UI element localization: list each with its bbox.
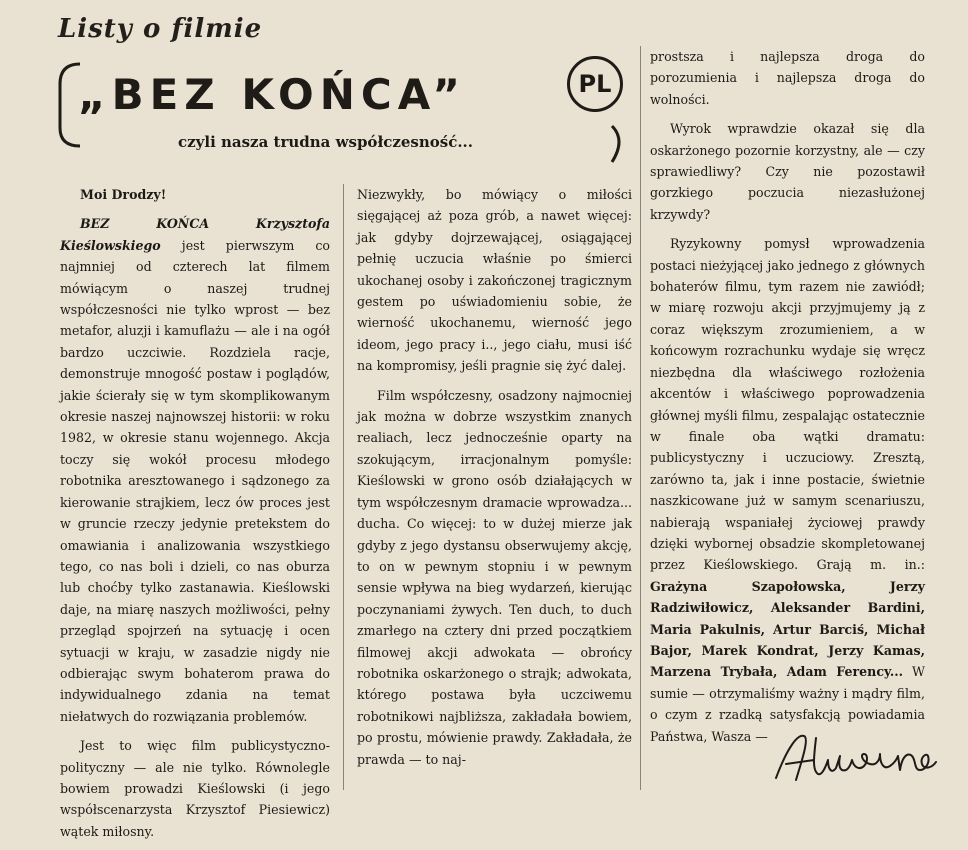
column-rule-1 bbox=[343, 184, 344, 790]
handwritten-signature bbox=[770, 726, 940, 786]
paragraph: Jest to więc film publicystyczno-polityczny — ale nie tylko. Równolegle bowiem prowadzi Kieślowski (i jego współscenarzysta Krzysztof Piesiewicz) wątek miłosny. bbox=[60, 738, 330, 839]
article-headline: „BEZ KOŃCA” bbox=[78, 70, 466, 119]
paragraph: prostsza i najlepsza droga do porozumienia i najlepsza droga do wolności. bbox=[650, 49, 925, 107]
article-subtitle: czyli nasza trudna współczesność... bbox=[178, 133, 474, 151]
paragraph-text: Ryzykowny pomysł wprowadzenia postaci nieżyjącej jako jednego z głównych bohaterów filmu, tym razem nie zawiódł; w miarę rozwoju akcji przyjmujemy ją z coraz większym zrozumieniem, a w końcowym rozrachunku wydaje się wręcz niezbędna dla właściwego rozłożenia akcentów i właściwego poprowadzenia głównej myśli filmu, zespalając ostatecznie w finale oba wątki dramatu: publicystyczny i uczuciowy. Zresztą, zarówno ta, jak i inne postacie, świetnie naszkicowane już w samym scenariuszu, nabierają wspaniałej życiowej prawdy dzięki wybornej obsadzie skompletowanej przez Kieślowskiego. Grają m. in.: bbox=[650, 236, 925, 573]
paragraph: Film współczesny, osadzony najmocniej jak można w dobrze wszystkim znanych realiach, lecz jednocześnie oparty na szokującym, irracjonalnym pomyśle: Kieślowski w grono osób działających w tym współczesnym dramacie wprowadza... ducha. Co więcej: to w dużej mierze jak gdyby z jego dystansu obserwujemy akcję, to on w pewnym stopniu i w pewnym sensie wpływa na bieg wydarzeń, kierując poczynaniami żywych. Ten duch, to duch zmarłego na cztery dni przed początkiem filmowej akcji adwokata — obrońcy robotnika oskarżonego o strajk; adwokata, którego postawa była uczciwemu robotnikowi najbliższa, zakładała bowiem, po prostu, mówienie prawdy. Zakładała, że prawda — to naj- bbox=[357, 387, 632, 767]
article-column-2 bbox=[357, 184, 632, 778]
article-column-1 bbox=[60, 184, 330, 850]
paragraph bbox=[60, 213, 330, 727]
section-kicker: Listy o filmie bbox=[58, 14, 263, 44]
article-column-3 bbox=[650, 46, 925, 755]
paragraph-text: jest pierwszym co najmniej od czterech lat filmem mówiącym o naszej trudnej współczesności nie tylko wprost — bez metafor, aluzji i kamuflażu — ale i na ogół bardzo uczciwie. Rozdziela racje, demonstruje mnogość postaw i poglądów, jakie ścierały się w tym skomplikowanym okresie naszej najnowszej historii: w roku 1982, w okresie stanu wojennego. Akcja toczy się wokół procesu młodego robotnika aresztowanego i sądzonego za kierowanie strajkiem, lecz ów proces jest w gruncie rzeczy jedynie pretekstem do omawiania i analizowania wszystkiego tego, co nas boli i dzieli, co nas oburza lub choćby tylko zastanawia. Kieślowski daje, na miarę naszych możliwości, pełny przegląd spojrzeń na sytuację i ocen sytuacji w kraju, w zasadzie nigdy nie odbierając swym bohaterom prawa do indywidualnego zdania na temat niełatwych do rozwiązania problemów. bbox=[60, 237, 330, 724]
paragraph-text: W sumie — otrzymaliśmy ważny i mądry film, o czym z rzadką satysfakcją powiadamia Państwa, Wasza — bbox=[650, 664, 925, 744]
paragraph: Wyrok wprawdzie okazał się dla oskarżonego pozornie korzystny, ale — czy sprawiedliwy? Czy nie pozostawił gorzkiego poczucia niezasłużonej krzywdy? bbox=[650, 121, 925, 222]
film-title-lead: BEZ KOŃCA Krzysztofa Kieślowskiego bbox=[60, 216, 330, 253]
pl-badge: PL bbox=[567, 56, 623, 112]
column-rule-2 bbox=[640, 46, 641, 790]
paragraph: Niezwykły, bo mówiący o miłości sięgającej aż poza grób, a nawet więcej: jak gdyby dojrzewającej, osiągającej pełnię uczucia właśnie po śmierci ukochanej osoby i zakończonej tragicznym gestem po uświadomieniu sobie, że wierność ukochanemu, wierność jego ideom, jego pracy i.., jego ciału, musi iść na kompromisy, jeśli pragnie się żyć dalej. bbox=[357, 187, 632, 374]
salutation: Moi Drodzy! bbox=[80, 187, 167, 202]
paragraph bbox=[650, 233, 925, 747]
cast-list: Grażyna Szapołowska, Jerzy Radziwiłowicz, Aleksander Bardini, Maria Pakulnis, Artur Barciś, Michał Bajor, Marek Kondrat, Jerzy Kamas, Marzena Trybała, Adam Ferency... bbox=[650, 578, 925, 680]
